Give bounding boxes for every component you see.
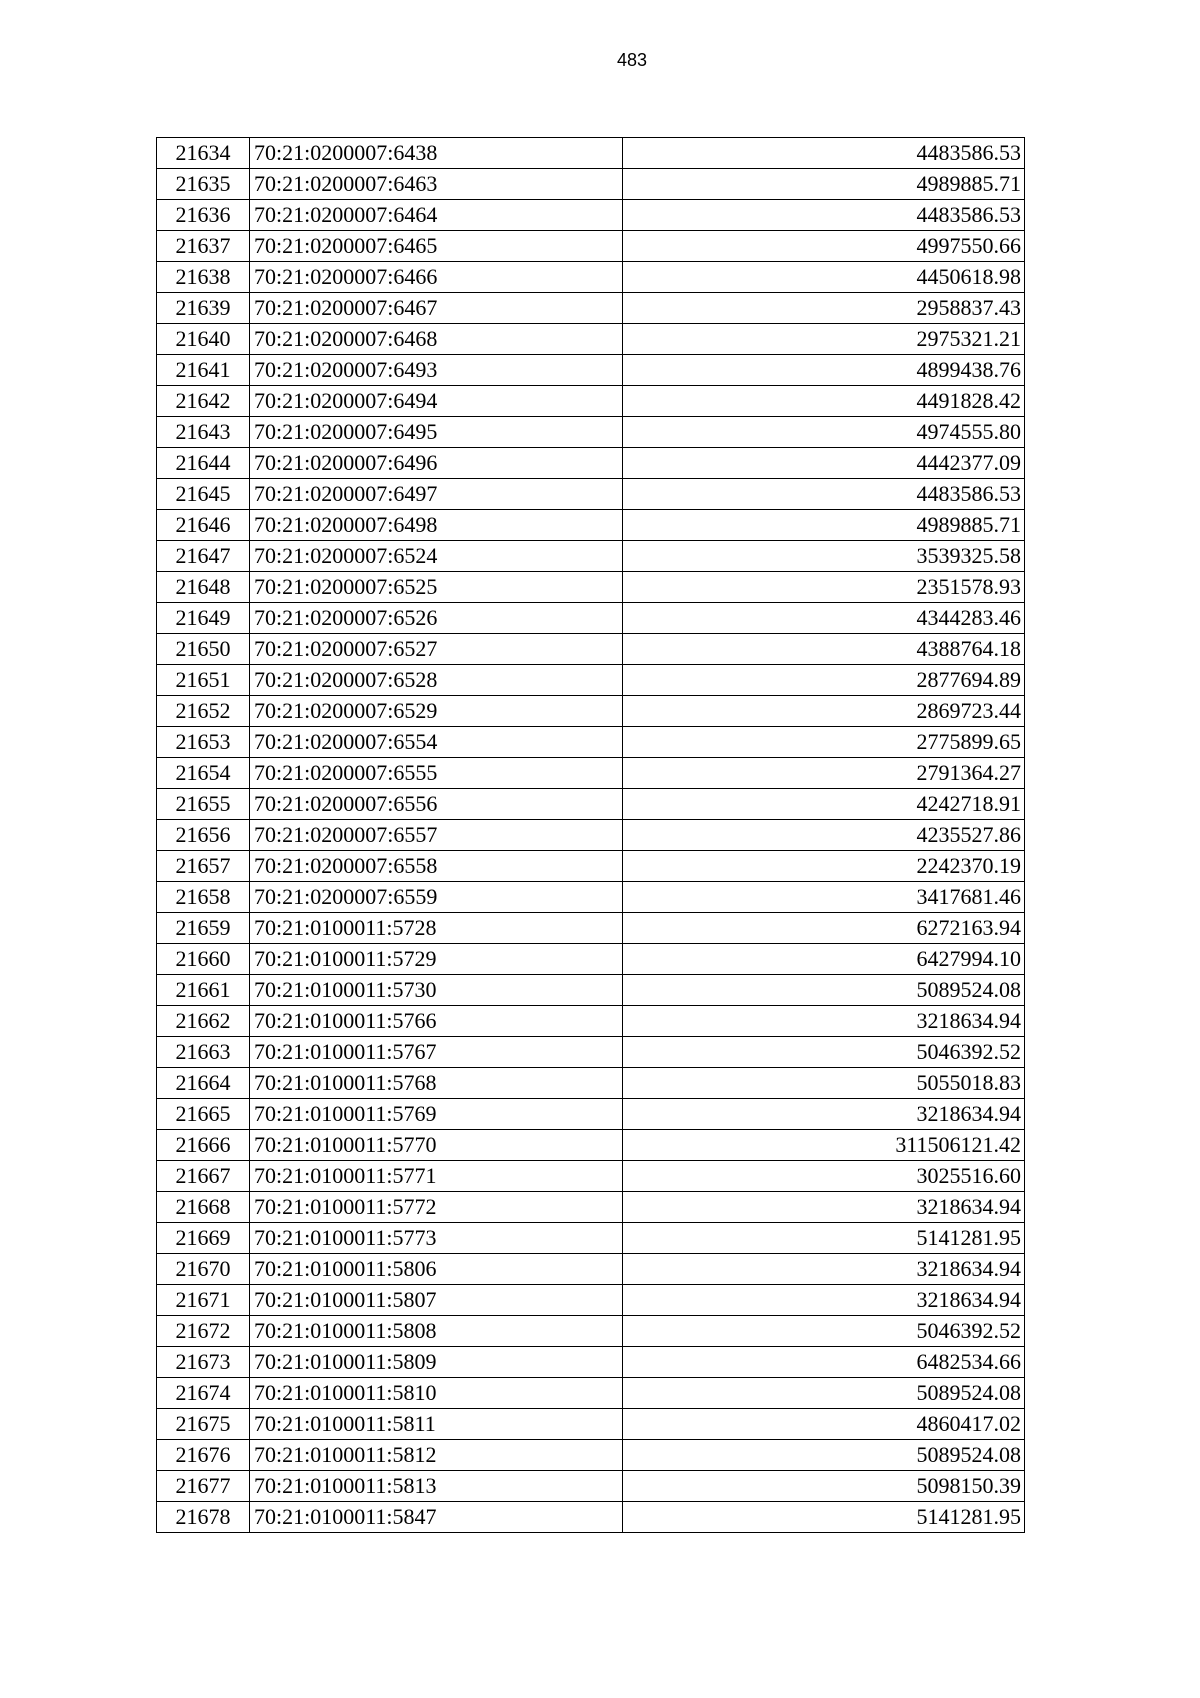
row-number-cell: 21665 [157, 1099, 250, 1130]
row-number-cell: 21674 [157, 1378, 250, 1409]
cadastral-number-cell: 70:21:0100011:5806 [250, 1254, 623, 1285]
table-row [157, 665, 1025, 696]
cadastral-number-cell: 70:21:0200007:6558 [250, 851, 623, 882]
cadastral-value-table [156, 137, 1025, 1533]
cadastral-value-cell: 5089524.08 [623, 1440, 1025, 1471]
cadastral-number-cell: 70:21:0200007:6525 [250, 572, 623, 603]
table-row [157, 231, 1025, 262]
table-row [157, 541, 1025, 572]
row-number-cell: 21656 [157, 820, 250, 851]
row-number-cell: 21639 [157, 293, 250, 324]
cadastral-number-cell: 70:21:0100011:5767 [250, 1037, 623, 1068]
table-row [157, 944, 1025, 975]
cadastral-value-cell: 2351578.93 [623, 572, 1025, 603]
table-row [157, 1254, 1025, 1285]
cadastral-number-cell: 70:21:0200007:6554 [250, 727, 623, 758]
table-row [157, 417, 1025, 448]
cadastral-value-cell: 4989885.71 [623, 510, 1025, 541]
cadastral-number-cell: 70:21:0100011:5773 [250, 1223, 623, 1254]
cadastral-number-cell: 70:21:0200007:6464 [250, 200, 623, 231]
cadastral-number-cell: 70:21:0200007:6496 [250, 448, 623, 479]
table-row [157, 1130, 1025, 1161]
cadastral-number-cell: 70:21:0100011:5812 [250, 1440, 623, 1471]
cadastral-number-cell: 70:21:0200007:6529 [250, 696, 623, 727]
cadastral-number-cell: 70:21:0100011:5768 [250, 1068, 623, 1099]
table-row [157, 1223, 1025, 1254]
cadastral-number-cell: 70:21:0100011:5770 [250, 1130, 623, 1161]
cadastral-number-cell: 70:21:0100011:5810 [250, 1378, 623, 1409]
row-number-cell: 21675 [157, 1409, 250, 1440]
table-row [157, 262, 1025, 293]
cadastral-number-cell: 70:21:0200007:6557 [250, 820, 623, 851]
cadastral-number-cell: 70:21:0200007:6497 [250, 479, 623, 510]
row-number-cell: 21634 [157, 138, 250, 169]
cadastral-number-cell: 70:21:0100011:5808 [250, 1316, 623, 1347]
table-row [157, 510, 1025, 541]
cadastral-number-cell: 70:21:0200007:6466 [250, 262, 623, 293]
cadastral-value-cell: 5046392.52 [623, 1316, 1025, 1347]
cadastral-number-cell: 70:21:0100011:5730 [250, 975, 623, 1006]
table-row [157, 727, 1025, 758]
cadastral-value-cell: 5098150.39 [623, 1471, 1025, 1502]
cadastral-number-cell: 70:21:0200007:6524 [250, 541, 623, 572]
row-number-cell: 21637 [157, 231, 250, 262]
row-number-cell: 21645 [157, 479, 250, 510]
cadastral-value-cell: 4388764.18 [623, 634, 1025, 665]
row-number-cell: 21667 [157, 1161, 250, 1192]
cadastral-number-cell: 70:21:0200007:6526 [250, 603, 623, 634]
row-number-cell: 21657 [157, 851, 250, 882]
cadastral-number-cell: 70:21:0200007:6494 [250, 386, 623, 417]
row-number-cell: 21648 [157, 572, 250, 603]
row-number-cell: 21673 [157, 1347, 250, 1378]
cadastral-number-cell: 70:21:0100011:5769 [250, 1099, 623, 1130]
cadastral-number-cell: 70:21:0200007:6495 [250, 417, 623, 448]
row-number-cell: 21669 [157, 1223, 250, 1254]
cadastral-value-cell: 5046392.52 [623, 1037, 1025, 1068]
table-row [157, 448, 1025, 479]
table-row [157, 200, 1025, 231]
page-number: 483 [616, 50, 648, 70]
cadastral-value-cell: 2791364.27 [623, 758, 1025, 789]
cadastral-value-cell: 4974555.80 [623, 417, 1025, 448]
row-number-cell: 21651 [157, 665, 250, 696]
cadastral-number-cell: 70:21:0200007:6493 [250, 355, 623, 386]
row-number-cell: 21672 [157, 1316, 250, 1347]
cadastral-value-cell: 5055018.83 [623, 1068, 1025, 1099]
cadastral-value-cell: 4483586.53 [623, 479, 1025, 510]
cadastral-value-cell: 3025516.60 [623, 1161, 1025, 1192]
table-row [157, 758, 1025, 789]
table-row [157, 1068, 1025, 1099]
cadastral-value-cell: 5089524.08 [623, 975, 1025, 1006]
table-row [157, 913, 1025, 944]
cadastral-number-cell: 70:21:0200007:6498 [250, 510, 623, 541]
table-row [157, 1099, 1025, 1130]
cadastral-number-cell: 70:21:0100011:5807 [250, 1285, 623, 1316]
table-row [157, 293, 1025, 324]
cadastral-number-cell: 70:21:0200007:6467 [250, 293, 623, 324]
row-number-cell: 21643 [157, 417, 250, 448]
row-number-cell: 21671 [157, 1285, 250, 1316]
cadastral-value-cell: 2958837.43 [623, 293, 1025, 324]
cadastral-value-cell: 5089524.08 [623, 1378, 1025, 1409]
cadastral-value-cell: 3218634.94 [623, 1099, 1025, 1130]
table-row [157, 603, 1025, 634]
cadastral-value-cell: 4344283.46 [623, 603, 1025, 634]
table-row [157, 1471, 1025, 1502]
cadastral-value-cell: 3218634.94 [623, 1006, 1025, 1037]
row-number-cell: 21678 [157, 1502, 250, 1533]
row-number-cell: 21676 [157, 1440, 250, 1471]
row-number-cell: 21642 [157, 386, 250, 417]
row-number-cell: 21660 [157, 944, 250, 975]
cadastral-number-cell: 70:21:0100011:5728 [250, 913, 623, 944]
table-row [157, 355, 1025, 386]
table-row [157, 386, 1025, 417]
cadastral-number-cell: 70:21:0200007:6556 [250, 789, 623, 820]
row-number-cell: 21670 [157, 1254, 250, 1285]
cadastral-value-cell: 6272163.94 [623, 913, 1025, 944]
table-body [157, 138, 1025, 1533]
row-number-cell: 21661 [157, 975, 250, 1006]
row-number-cell: 21646 [157, 510, 250, 541]
cadastral-value-cell: 4860417.02 [623, 1409, 1025, 1440]
row-number-cell: 21677 [157, 1471, 250, 1502]
table-row [157, 851, 1025, 882]
row-number-cell: 21664 [157, 1068, 250, 1099]
row-number-cell: 21666 [157, 1130, 250, 1161]
table-row [157, 1502, 1025, 1533]
row-number-cell: 21644 [157, 448, 250, 479]
cadastral-value-cell: 4450618.98 [623, 262, 1025, 293]
row-number-cell: 21654 [157, 758, 250, 789]
cadastral-number-cell: 70:21:0100011:5766 [250, 1006, 623, 1037]
row-number-cell: 21641 [157, 355, 250, 386]
cadastral-number-cell: 70:21:0100011:5771 [250, 1161, 623, 1192]
table-row [157, 1037, 1025, 1068]
table-row [157, 1006, 1025, 1037]
table-row [157, 696, 1025, 727]
table-row [157, 1192, 1025, 1223]
table-row [157, 169, 1025, 200]
cadastral-value-cell: 2242370.19 [623, 851, 1025, 882]
cadastral-number-cell: 70:21:0200007:6559 [250, 882, 623, 913]
cadastral-value-cell: 2877694.89 [623, 665, 1025, 696]
cadastral-number-cell: 70:21:0200007:6468 [250, 324, 623, 355]
table-row [157, 1378, 1025, 1409]
row-number-cell: 21658 [157, 882, 250, 913]
row-number-cell: 21649 [157, 603, 250, 634]
row-number-cell: 21635 [157, 169, 250, 200]
cadastral-value-cell: 4242718.91 [623, 789, 1025, 820]
row-number-cell: 21650 [157, 634, 250, 665]
cadastral-value-cell: 5141281.95 [623, 1223, 1025, 1254]
table-row [157, 975, 1025, 1006]
row-number-cell: 21659 [157, 913, 250, 944]
cadastral-value-cell: 4483586.53 [623, 200, 1025, 231]
cadastral-value-cell: 4899438.76 [623, 355, 1025, 386]
cadastral-value-cell: 2975321.21 [623, 324, 1025, 355]
cadastral-number-cell: 70:21:0200007:6528 [250, 665, 623, 696]
table-row [157, 1409, 1025, 1440]
cadastral-value-cell: 2869723.44 [623, 696, 1025, 727]
cadastral-value-cell: 4483586.53 [623, 138, 1025, 169]
cadastral-number-cell: 70:21:0200007:6555 [250, 758, 623, 789]
row-number-cell: 21652 [157, 696, 250, 727]
row-number-cell: 21636 [157, 200, 250, 231]
row-number-cell: 21663 [157, 1037, 250, 1068]
cadastral-value-cell: 3218634.94 [623, 1192, 1025, 1223]
cadastral-value-cell: 4235527.86 [623, 820, 1025, 851]
cadastral-value-cell: 3417681.46 [623, 882, 1025, 913]
cadastral-value-cell: 2775899.65 [623, 727, 1025, 758]
cadastral-number-cell: 70:21:0100011:5809 [250, 1347, 623, 1378]
row-number-cell: 21647 [157, 541, 250, 572]
cadastral-value-cell: 6482534.66 [623, 1347, 1025, 1378]
cadastral-value-cell: 311506121.42 [623, 1130, 1025, 1161]
cadastral-number-cell: 70:21:0100011:5772 [250, 1192, 623, 1223]
table-row [157, 634, 1025, 665]
row-number-cell: 21668 [157, 1192, 250, 1223]
cadastral-number-cell: 70:21:0100011:5729 [250, 944, 623, 975]
cadastral-number-cell: 70:21:0200007:6465 [250, 231, 623, 262]
cadastral-value-cell: 4442377.09 [623, 448, 1025, 479]
cadastral-number-cell: 70:21:0200007:6463 [250, 169, 623, 200]
table-row [157, 1347, 1025, 1378]
cadastral-value-cell: 3218634.94 [623, 1285, 1025, 1316]
cadastral-value-cell: 3218634.94 [623, 1254, 1025, 1285]
cadastral-number-cell: 70:21:0100011:5813 [250, 1471, 623, 1502]
cadastral-value-cell: 3539325.58 [623, 541, 1025, 572]
table-row [157, 138, 1025, 169]
table-row [157, 820, 1025, 851]
table-row [157, 789, 1025, 820]
cadastral-number-cell: 70:21:0100011:5811 [250, 1409, 623, 1440]
cadastral-value-cell: 4997550.66 [623, 231, 1025, 262]
table-row [157, 1316, 1025, 1347]
table-row [157, 1440, 1025, 1471]
cadastral-number-cell: 70:21:0200007:6527 [250, 634, 623, 665]
cadastral-number-cell: 70:21:0200007:6438 [250, 138, 623, 169]
row-number-cell: 21638 [157, 262, 250, 293]
row-number-cell: 21653 [157, 727, 250, 758]
row-number-cell: 21662 [157, 1006, 250, 1037]
table-row [157, 882, 1025, 913]
table-row [157, 324, 1025, 355]
cadastral-value-cell: 4989885.71 [623, 169, 1025, 200]
table-row [157, 1285, 1025, 1316]
table-row [157, 572, 1025, 603]
row-number-cell: 21640 [157, 324, 250, 355]
table-row [157, 479, 1025, 510]
cadastral-value-cell: 5141281.95 [623, 1502, 1025, 1533]
cadastral-value-cell: 6427994.10 [623, 944, 1025, 975]
cadastral-number-cell: 70:21:0100011:5847 [250, 1502, 623, 1533]
row-number-cell: 21655 [157, 789, 250, 820]
cadastral-value-cell: 4491828.42 [623, 386, 1025, 417]
table-row [157, 1161, 1025, 1192]
